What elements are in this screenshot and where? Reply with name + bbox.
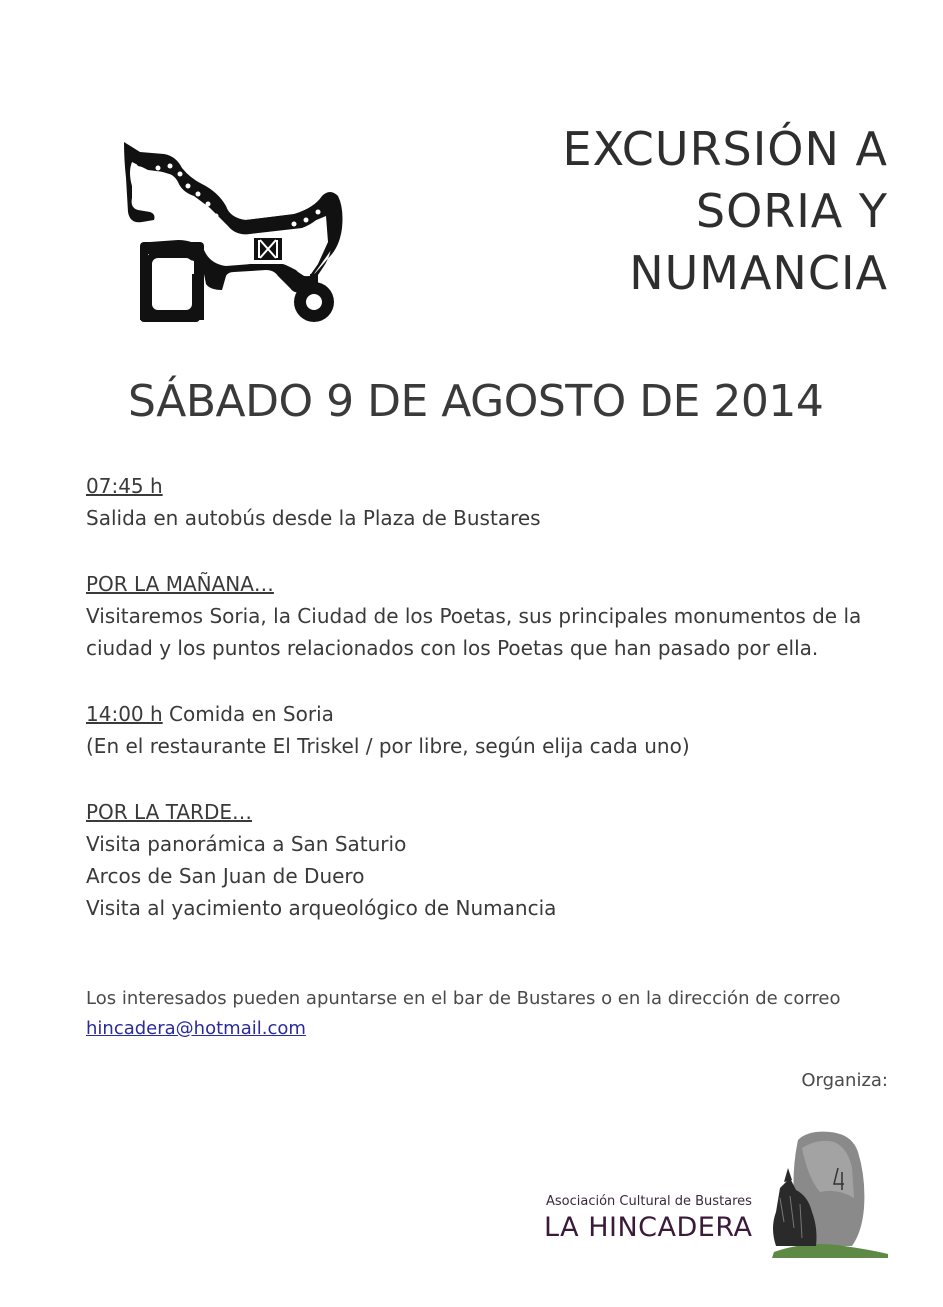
standing-stone-animal-icon bbox=[768, 1128, 890, 1258]
morning-line-1: Visitaremos Soria, la Ciudad de los Poetas, sus principales monumentos de la bbox=[86, 604, 862, 628]
afternoon-item-2: Arcos de San Juan de Duero bbox=[86, 864, 365, 888]
logo-subtitle: Asociación Cultural de Bustares bbox=[546, 1194, 752, 1209]
signup-info bbox=[86, 984, 886, 1044]
afternoon-heading: POR LA TARDE… bbox=[86, 800, 252, 824]
excursion-title bbox=[468, 118, 888, 304]
schedule bbox=[86, 470, 906, 924]
afternoon-item-3: Visita al yacimiento arqueológico de Numancia bbox=[86, 896, 557, 920]
lunch-text: Comida en Soria bbox=[169, 702, 334, 726]
afternoon-item-1: Visita panorámica a San Saturio bbox=[86, 832, 407, 856]
horse-fibula-illustration bbox=[118, 138, 358, 328]
logo-name: LA HINCADERA bbox=[544, 1212, 753, 1243]
title-line-1: EXCURSIÓN A bbox=[562, 122, 888, 176]
departure-text: Salida en autobús desde la Plaza de Bustares bbox=[86, 506, 541, 530]
signup-text: Los interesados pueden apuntarse en el bar de Bustares o en la dirección de correo bbox=[86, 988, 841, 1009]
departure-time: 07:45 h bbox=[86, 474, 163, 498]
morning-heading: POR LA MAÑANA… bbox=[86, 572, 274, 596]
la-hincadera-logo bbox=[540, 1128, 890, 1258]
title-line-3: NUMANCIA bbox=[629, 246, 888, 300]
event-date: SÁBADO 9 DE AGOSTO DE 2014 bbox=[128, 376, 824, 427]
organiza-label: Organiza: bbox=[801, 1070, 888, 1091]
title-line-2: SORIA Y bbox=[695, 184, 888, 238]
morning-line-2: ciudad y los puntos relacionados con los Poetas que han pasado por ella. bbox=[86, 636, 819, 660]
lunch-note: (En el restaurante El Triskel / por libre, según elija cada uno) bbox=[86, 734, 690, 758]
email-link[interactable]: hincadera@hotmail.com bbox=[86, 1018, 306, 1039]
lunch-time: 14:00 h bbox=[86, 702, 163, 726]
